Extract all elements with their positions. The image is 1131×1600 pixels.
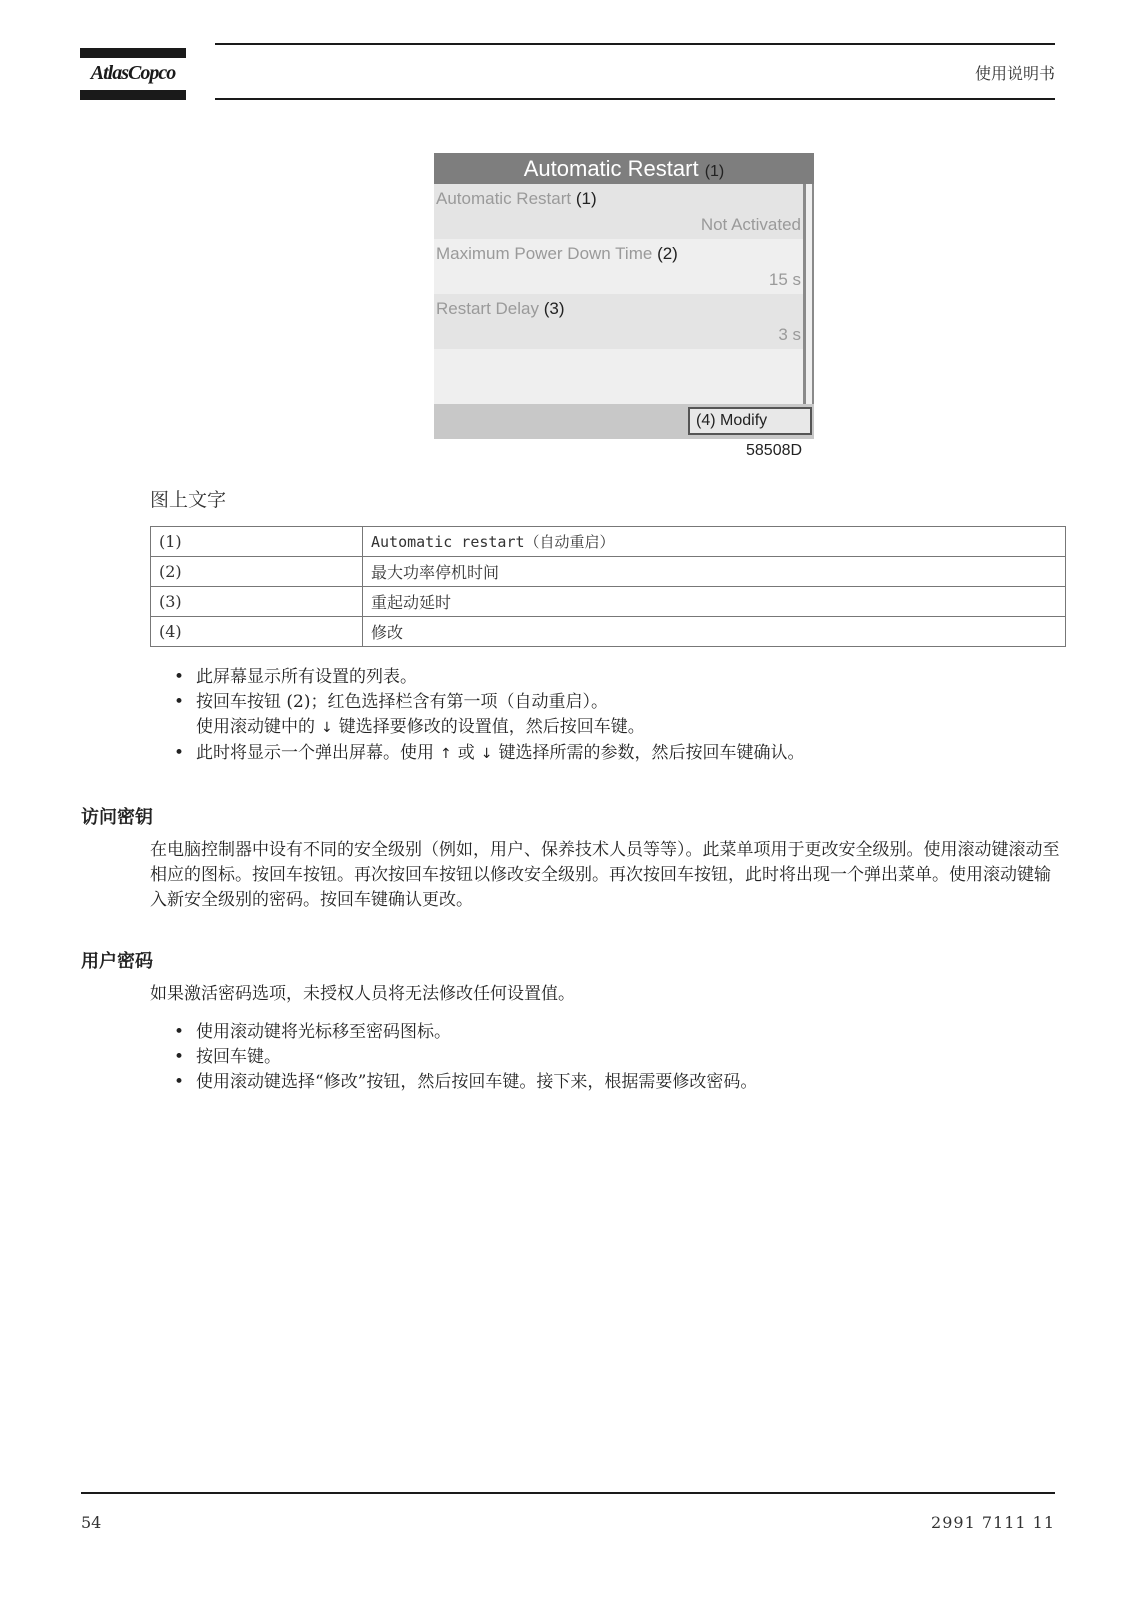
bullet-text: 键选择所需的参数，然后按回车键确认。	[498, 743, 805, 763]
section-heading-user-password: 用户密码	[81, 951, 153, 972]
instruction-list	[172, 665, 804, 767]
document-title: 使用说明书	[974, 64, 1055, 83]
list-item: • 使用滚动键选择“修改”按钮，然后按回车键。接下来，根据需要修改密码。	[172, 1070, 757, 1095]
document-number: 2991 7111 11	[931, 1513, 1055, 1532]
screen-footer-bar	[434, 404, 814, 439]
list-item: • 使用滚动键将光标移至密码图标。	[172, 1020, 757, 1045]
modify-label: Modify	[720, 412, 768, 429]
legend-ref: (1)	[151, 527, 363, 557]
table-row	[151, 587, 1066, 617]
legend-ref: (3)	[151, 587, 363, 617]
setting-tag: (1)	[575, 189, 597, 208]
header-rule-top	[215, 43, 1055, 45]
bullet-continuation	[196, 715, 804, 741]
list-item	[172, 665, 804, 690]
legend-text: 修改	[363, 617, 1066, 647]
setting-value: Not Activated	[700, 215, 801, 234]
settings-list	[434, 184, 803, 404]
list-item	[172, 690, 804, 741]
table-row	[151, 527, 1066, 557]
bullet-text: 使用滚动键中的	[196, 717, 315, 737]
screen-title	[434, 153, 814, 184]
logo-bar-bottom	[80, 90, 186, 100]
section-heading-access-key: 访问密钥	[81, 807, 153, 828]
atlas-copco-logo	[80, 48, 186, 100]
setting-value: 15 s	[768, 270, 801, 289]
legend-title: 图上文字	[150, 489, 227, 511]
header-rule-bottom	[215, 98, 1055, 100]
legend-ref: (4)	[151, 617, 363, 647]
access-key-paragraph: 在电脑控制器中设有不同的安全级别（例如，用户、保养技术人员等等）。此菜单项用于更改安全级别。使用滚动键滚动至相应的图标。按回车按钮。再次按回车按钮以修改安全级别。再次按回车按钮，此时将出现一个弹出菜单。使用滚动键输入新安全级别的密码。按回车键确认更改。	[150, 840, 1060, 910]
legend-ref: (2)	[151, 557, 363, 587]
legend-text: 最大功率停机时间	[363, 557, 1066, 587]
bullet-text: 此时将显示一个弹出屏幕。使用	[196, 743, 434, 763]
bullet-text: 键选择要修改的设置值，然后按回车键。	[338, 717, 645, 737]
setting-row-automatic-restart[interactable]	[434, 184, 803, 239]
table-row	[151, 617, 1066, 647]
footer-rule	[81, 1492, 1055, 1494]
setting-row-restart-delay[interactable]	[434, 294, 803, 349]
screen-scrollbar[interactable]	[803, 184, 814, 404]
controller-screen	[434, 153, 814, 439]
legend-table	[150, 526, 1066, 647]
modify-tag: (4)	[696, 412, 716, 429]
setting-value: 3 s	[778, 325, 801, 344]
down-arrow-icon: ↓	[480, 746, 493, 762]
legend-text: 重起动延时	[363, 587, 1066, 617]
bullet-text: 或	[457, 743, 475, 763]
legend-text: Automatic restart（自动重启）	[363, 527, 1066, 557]
setting-tag: (2)	[657, 244, 678, 263]
modify-button[interactable]	[688, 407, 812, 435]
setting-label: Maximum Power Down Time	[436, 244, 653, 263]
screen-title-tag: (1)	[704, 163, 725, 180]
figure-id: 58508D	[746, 442, 803, 459]
table-row	[151, 557, 1066, 587]
bullet-text: 按回车按钮 (2)；红色选择栏含有第一项（自动重启）。	[196, 692, 608, 712]
user-password-paragraph: 如果激活密码选项，未授权人员将无法修改任何设置值。	[150, 984, 575, 1004]
bullet-text: 此屏幕显示所有设置的列表。	[196, 667, 417, 687]
logo-bar-top	[80, 48, 186, 58]
screen-title-text: Automatic Restart	[523, 156, 699, 181]
setting-tag: (3)	[543, 299, 565, 318]
list-item: • 按回车键。	[172, 1045, 757, 1070]
user-password-list	[172, 1020, 757, 1095]
page-number: 54	[81, 1513, 102, 1532]
setting-label: Automatic Restart	[436, 189, 572, 208]
logo-wordmark: AtlasCopco	[90, 62, 176, 84]
down-arrow-icon: ↓	[321, 720, 333, 736]
setting-row-max-power-down-time[interactable]	[434, 239, 803, 294]
setting-label: Restart Delay	[436, 299, 539, 318]
up-arrow-icon: ↑	[440, 746, 452, 762]
list-item	[172, 741, 804, 767]
